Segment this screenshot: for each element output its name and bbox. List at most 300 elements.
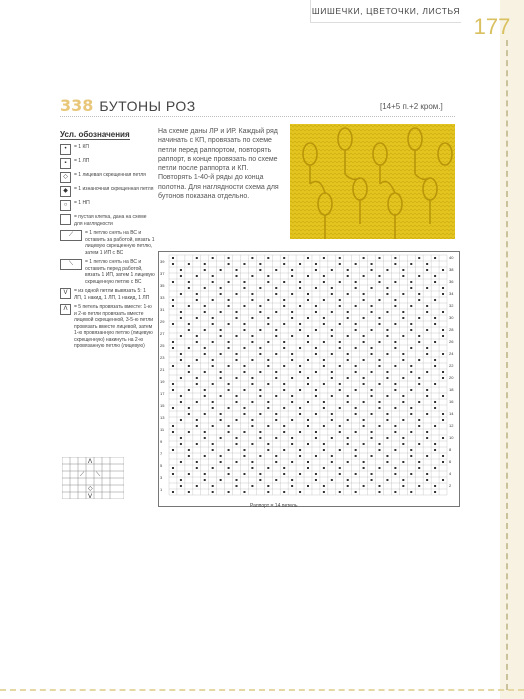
stitch-mark	[299, 263, 301, 265]
stitch-mark	[378, 485, 380, 487]
stitch-mark	[196, 467, 198, 469]
stitch-mark	[275, 419, 277, 421]
stitch-mark	[204, 371, 206, 373]
stitch-mark	[236, 269, 238, 271]
stitch-mark	[259, 395, 261, 397]
stitch-mark	[418, 317, 420, 319]
stitch-mark	[228, 473, 230, 475]
stitch-mark	[355, 407, 357, 409]
stitch-mark	[371, 431, 373, 433]
stitch-mark	[251, 443, 253, 445]
stitch-mark	[323, 383, 325, 385]
stitch-mark	[378, 467, 380, 469]
stitch-mark	[259, 287, 261, 289]
stitch-mark	[315, 287, 317, 289]
stitch-mark	[236, 311, 238, 313]
stitch-mark	[180, 311, 182, 313]
stitch-mark	[315, 473, 317, 475]
row-number-left: 35	[160, 283, 165, 288]
stitch-mark	[307, 461, 309, 463]
stitch-mark	[418, 257, 420, 259]
stitch-mark	[243, 305, 245, 307]
stitch-mark	[442, 455, 444, 457]
stitch-mark	[204, 263, 206, 265]
row-number-left: 3	[160, 475, 163, 480]
stitch-mark	[196, 293, 198, 295]
stitch-mark	[355, 365, 357, 367]
stitch-mark	[355, 449, 357, 451]
stitch-mark	[371, 473, 373, 475]
stitch-mark	[394, 281, 396, 283]
stitch-mark	[251, 425, 253, 427]
stitch-mark	[307, 299, 309, 301]
stitch-mark	[426, 269, 428, 271]
stitch-mark	[442, 461, 444, 463]
stitch-mark	[251, 257, 253, 259]
row-number-right: 32	[449, 303, 454, 308]
stitch-mark	[283, 341, 285, 343]
stitch-mark	[196, 257, 198, 259]
stitch-mark	[331, 419, 333, 421]
stitch-mark	[283, 449, 285, 451]
stitch-mark	[228, 347, 230, 349]
stitch-mark	[267, 365, 269, 367]
stitch-mark	[386, 419, 388, 421]
stitch-mark	[212, 425, 214, 427]
stitch-mark	[180, 479, 182, 481]
pattern-title	[60, 96, 196, 115]
stitch-mark	[228, 491, 230, 493]
stitch-mark	[394, 365, 396, 367]
stitch-mark	[386, 371, 388, 373]
row-number-right: 20	[449, 375, 454, 380]
stitch-mark	[299, 323, 301, 325]
stitch-mark	[426, 473, 428, 475]
stitch-mark	[180, 317, 182, 319]
stitch-mark	[291, 419, 293, 421]
stitch-mark	[331, 413, 333, 415]
stitch-mark	[259, 413, 261, 415]
stitch-mark	[426, 263, 428, 265]
stitch-mark	[251, 383, 253, 385]
stitch-mark	[331, 329, 333, 331]
stitch-mark	[339, 347, 341, 349]
stitch-mark	[251, 299, 253, 301]
stitch-mark	[172, 431, 174, 433]
stitch-mark	[371, 371, 373, 373]
stitch-mark	[363, 467, 365, 469]
stitch-mark	[315, 395, 317, 397]
stitch-mark	[307, 275, 309, 277]
stitch-mark	[418, 485, 420, 487]
row-number-left: 19	[160, 379, 165, 384]
stitch-mark	[259, 269, 261, 271]
row-number-left: 9	[160, 439, 163, 444]
stitch-mark	[212, 257, 214, 259]
stitch-mark	[299, 491, 301, 493]
stitch-mark	[299, 413, 301, 415]
stitch-mark	[339, 467, 341, 469]
stitch-mark	[402, 485, 404, 487]
stitch-mark	[188, 455, 190, 457]
row-number-left: 37	[160, 271, 165, 276]
stitch-mark	[386, 413, 388, 415]
stitch-mark	[355, 455, 357, 457]
stitch-mark	[188, 263, 190, 265]
stitch-mark	[434, 425, 436, 427]
legend-symbol: ⟍	[60, 259, 82, 270]
row-number-left: 27	[160, 331, 165, 336]
stitch-mark	[275, 437, 277, 439]
stitch-mark	[410, 407, 412, 409]
stitch-mark	[307, 293, 309, 295]
stitch-mark	[426, 329, 428, 331]
stitch-mark	[394, 449, 396, 451]
stitch-mark	[212, 467, 214, 469]
stitch-mark	[331, 395, 333, 397]
page-number: 177	[473, 14, 511, 39]
stitch-mark	[172, 347, 174, 349]
stitch-mark	[339, 365, 341, 367]
row-number-right: 30	[449, 315, 454, 320]
row-number-left: 1	[160, 487, 163, 492]
bottom-stitch-border	[0, 689, 524, 691]
stitch-mark	[283, 281, 285, 283]
stitch-mark	[442, 437, 444, 439]
stitch-mark	[315, 455, 317, 457]
stitch-mark	[267, 359, 269, 361]
stitch-mark	[434, 365, 436, 367]
stitch-mark	[204, 413, 206, 415]
stitch-mark	[347, 359, 349, 361]
stitch-mark	[331, 461, 333, 463]
stitch-mark	[410, 263, 412, 265]
stitch-mark	[212, 323, 214, 325]
stitch-mark	[339, 389, 341, 391]
stitch-mark	[371, 455, 373, 457]
stitch-mark	[236, 335, 238, 337]
stitch-mark	[347, 419, 349, 421]
stitch-mark	[212, 299, 214, 301]
stitch-mark	[283, 299, 285, 301]
stitch-mark	[188, 389, 190, 391]
stitch-mark	[251, 377, 253, 379]
stitch-mark	[426, 347, 428, 349]
chart-grid	[159, 252, 459, 506]
stitch-mark	[355, 473, 357, 475]
stitch-mark	[299, 449, 301, 451]
stitch-mark	[426, 371, 428, 373]
stitch-mark	[315, 353, 317, 355]
stitch-mark	[196, 299, 198, 301]
stitch-mark	[394, 407, 396, 409]
stitch-mark	[434, 299, 436, 301]
stitch-mark	[196, 341, 198, 343]
stitch-mark	[315, 371, 317, 373]
stitch-mark	[410, 413, 412, 415]
stitch-mark	[323, 443, 325, 445]
stitch-mark	[386, 377, 388, 379]
stitch-mark	[331, 371, 333, 373]
stitch-mark	[402, 293, 404, 295]
stitch-mark	[442, 269, 444, 271]
stitch-mark	[299, 407, 301, 409]
stitch-mark	[204, 437, 206, 439]
stitch-mark	[259, 431, 261, 433]
stitch-mark	[394, 389, 396, 391]
stitch-mark	[410, 365, 412, 367]
stitch-mark	[180, 419, 182, 421]
stitch-mark	[196, 401, 198, 403]
row-number-right: 14	[449, 411, 454, 416]
knit-texture	[290, 124, 455, 239]
stitch-mark	[204, 287, 206, 289]
stitch-mark	[180, 353, 182, 355]
stitch-mark	[220, 461, 222, 463]
legend-symbol: ▪	[60, 158, 71, 169]
svg-text:V: V	[88, 493, 93, 499]
stitch-mark	[212, 275, 214, 277]
stitch-mark	[267, 317, 269, 319]
stitch-mark	[243, 413, 245, 415]
stitch-mark	[220, 269, 222, 271]
stitch-mark	[291, 335, 293, 337]
stitch-mark	[323, 275, 325, 277]
stitch-mark	[283, 263, 285, 265]
stitch-mark	[394, 425, 396, 427]
stitch-mark	[410, 347, 412, 349]
stitch-mark	[291, 269, 293, 271]
stitch-mark	[339, 383, 341, 385]
stitch-mark	[386, 461, 388, 463]
stitch-mark	[371, 311, 373, 313]
stitch-mark	[418, 383, 420, 385]
stitch-mark	[355, 413, 357, 415]
stitch-mark	[236, 485, 238, 487]
row-number-left: 15	[160, 403, 165, 408]
stitch-mark	[291, 275, 293, 277]
stitch-mark	[331, 479, 333, 481]
stitch-mark	[220, 413, 222, 415]
stitch-mark	[267, 257, 269, 259]
stitch-mark	[172, 425, 174, 427]
stitch-mark	[371, 353, 373, 355]
row-number-left: 7	[160, 451, 163, 456]
stitch-mark	[331, 353, 333, 355]
stitch-mark	[172, 281, 174, 283]
stitch-mark	[259, 311, 261, 313]
stitch-mark	[347, 353, 349, 355]
stitch-mark	[386, 335, 388, 337]
stitch-mark	[212, 401, 214, 403]
stitch-mark	[243, 449, 245, 451]
stitch-mark	[410, 389, 412, 391]
stitch-mark	[291, 377, 293, 379]
stitch-mark	[418, 425, 420, 427]
stitch-mark	[323, 317, 325, 319]
stitch-mark	[188, 431, 190, 433]
stitch-mark	[243, 281, 245, 283]
row-number-right: 16	[449, 399, 454, 404]
legend	[60, 124, 155, 353]
stitch-mark	[283, 347, 285, 349]
stitch-mark	[275, 293, 277, 295]
stitch-mark	[378, 299, 380, 301]
stitch-mark	[323, 341, 325, 343]
stitch-mark	[339, 491, 341, 493]
stitch-mark	[188, 347, 190, 349]
stitch-mark	[386, 353, 388, 355]
stitch-mark	[363, 257, 365, 259]
stitch-mark	[315, 305, 317, 307]
stitch-mark	[402, 359, 404, 361]
stitch-mark	[434, 401, 436, 403]
stitch-mark	[172, 257, 174, 259]
stitch-mark	[363, 299, 365, 301]
stitch-mark	[426, 389, 428, 391]
stitch-mark	[220, 311, 222, 313]
stitch-mark	[220, 419, 222, 421]
svg-text:⟍: ⟍	[96, 471, 101, 478]
stitch-mark	[172, 365, 174, 367]
stitch-mark	[386, 479, 388, 481]
stitch-mark	[299, 431, 301, 433]
stitch-mark	[291, 353, 293, 355]
stitch-mark	[363, 359, 365, 361]
stitch-mark	[228, 383, 230, 385]
stitch-mark	[394, 305, 396, 307]
stitch-mark	[442, 479, 444, 481]
stitch-mark	[442, 335, 444, 337]
stitch-mark	[378, 443, 380, 445]
stitch-mark	[355, 281, 357, 283]
stitch-mark	[339, 263, 341, 265]
stitch-mark	[228, 323, 230, 325]
row-number-right: 34	[449, 291, 454, 296]
stitch-mark	[180, 275, 182, 277]
section-header	[310, 0, 461, 23]
stitch-mark	[180, 335, 182, 337]
stitch-mark	[434, 257, 436, 259]
stitch-mark	[259, 263, 261, 265]
stitch-mark	[442, 353, 444, 355]
stitch-mark	[299, 287, 301, 289]
legend-item	[60, 304, 155, 350]
stitch-mark	[323, 281, 325, 283]
stitch-mark	[243, 263, 245, 265]
stitch-mark	[259, 353, 261, 355]
stitch-mark	[172, 449, 174, 451]
stitch-mark	[418, 341, 420, 343]
stitch-mark	[212, 491, 214, 493]
stitch-mark	[307, 443, 309, 445]
stitch-mark	[228, 257, 230, 259]
stitch-mark	[378, 317, 380, 319]
stitch-mark	[228, 341, 230, 343]
stitch-mark	[363, 335, 365, 337]
repeat-formula: [14+5 п.+2 кром.]	[380, 102, 443, 111]
stitch-mark	[418, 419, 420, 421]
stitch-mark	[188, 449, 190, 451]
stitch-mark	[212, 281, 214, 283]
section-title: ШИШЕЧКИ, ЦВЕТОЧКИ, ЛИСТЬЯ	[311, 6, 461, 16]
stitch-mark	[323, 323, 325, 325]
stitch-mark	[410, 287, 412, 289]
stitch-mark	[267, 281, 269, 283]
row-number-right: 28	[449, 327, 454, 332]
stitch-mark	[228, 263, 230, 265]
stitch-mark	[275, 455, 277, 457]
stitch-mark	[196, 275, 198, 277]
stitch-mark	[188, 473, 190, 475]
row-number-left: 39	[160, 259, 165, 264]
knitting-chart	[158, 251, 460, 507]
stitch-mark	[204, 389, 206, 391]
stitch-mark	[323, 491, 325, 493]
stitch-mark	[418, 401, 420, 403]
stitch-mark	[434, 281, 436, 283]
stitch-mark	[172, 323, 174, 325]
stitch-mark	[275, 413, 277, 415]
stitch-mark	[172, 341, 174, 343]
stitch-mark	[188, 305, 190, 307]
stitch-mark	[291, 359, 293, 361]
stitch-mark	[307, 383, 309, 385]
legend-item	[60, 158, 155, 169]
stitch-mark	[291, 479, 293, 481]
stitch-mark	[243, 287, 245, 289]
stitch-mark	[339, 257, 341, 259]
stitch-mark	[402, 269, 404, 271]
stitch-mark	[172, 407, 174, 409]
stitch-mark	[228, 449, 230, 451]
stitch-mark	[426, 479, 428, 481]
title-divider	[60, 116, 455, 117]
stitch-mark	[196, 443, 198, 445]
svg-text:⟋: ⟋	[80, 471, 85, 478]
stitch-mark	[236, 419, 238, 421]
stitch-mark	[299, 389, 301, 391]
stitch-mark	[426, 353, 428, 355]
stitch-mark	[386, 311, 388, 313]
stitch-mark	[243, 491, 245, 493]
stitch-mark	[188, 287, 190, 289]
stitch-mark	[355, 347, 357, 349]
stitch-mark	[236, 461, 238, 463]
stitch-mark	[323, 299, 325, 301]
stitch-mark	[204, 431, 206, 433]
stitch-mark	[442, 413, 444, 415]
stitch-mark	[315, 263, 317, 265]
stitch-mark	[402, 317, 404, 319]
stitch-mark	[363, 419, 365, 421]
stitch-mark	[355, 329, 357, 331]
stitch-mark	[402, 401, 404, 403]
stitch-mark	[204, 305, 206, 307]
stitch-mark	[299, 281, 301, 283]
stitch-mark	[347, 311, 349, 313]
stitch-mark	[180, 485, 182, 487]
stitch-mark	[291, 443, 293, 445]
stitch-mark	[283, 323, 285, 325]
stitch-mark	[410, 473, 412, 475]
stitch-mark	[299, 347, 301, 349]
stitch-mark	[442, 395, 444, 397]
stitch-mark	[315, 413, 317, 415]
side-margin-strip	[500, 0, 524, 699]
stitch-mark	[394, 473, 396, 475]
stitch-mark	[180, 377, 182, 379]
